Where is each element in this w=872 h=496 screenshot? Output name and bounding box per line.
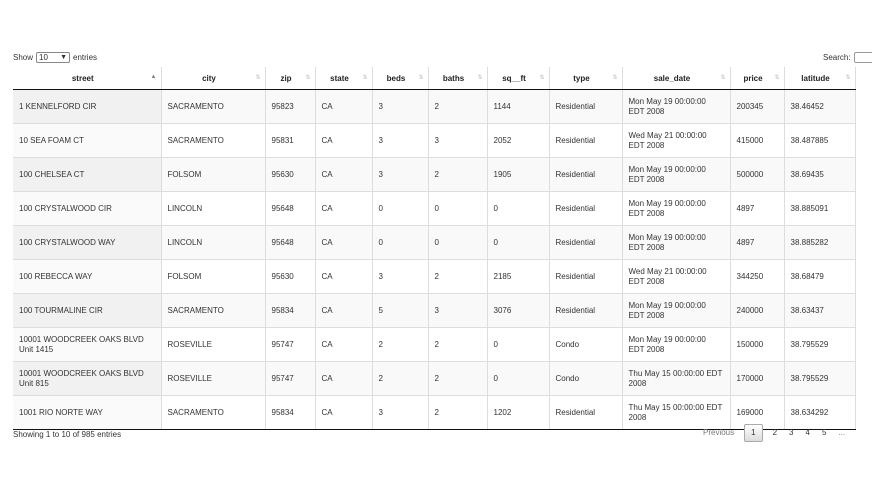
cell-sale-date: Thu May 15 00:00:00 EDT 2008	[622, 362, 730, 396]
cell-city: FOLSOM	[161, 158, 265, 192]
column-header-type[interactable]	[549, 67, 622, 90]
cell-baths: 2	[428, 362, 487, 396]
column-header-label: sq__ft	[502, 73, 526, 83]
column-header-label: state	[330, 73, 349, 83]
cell-price: 150000	[730, 328, 784, 362]
cell-zip: 95834	[265, 396, 315, 430]
cell-sale-date: Mon May 19 00:00:00 EDT 2008	[622, 226, 730, 260]
length-menu	[13, 52, 97, 63]
pagination	[697, 424, 851, 442]
cell-state: CA	[315, 260, 372, 294]
cell-zip: 95747	[265, 362, 315, 396]
cell-city: SACRAMENTO	[161, 294, 265, 328]
cell-baths: 3	[428, 124, 487, 158]
cell-sq-ft: 0	[487, 226, 549, 260]
cell-type: Residential	[549, 158, 622, 192]
column-header-label: street	[71, 73, 94, 83]
cell-sale-date: Mon May 19 00:00:00 EDT 2008	[622, 294, 730, 328]
column-header-latitude[interactable]	[784, 67, 855, 90]
cell-sale-date: Wed May 21 00:00:00 EDT 2008	[622, 124, 730, 158]
cell-type: Condo	[549, 362, 622, 396]
table-row[interactable]	[13, 260, 855, 294]
cell-price: 4897	[730, 192, 784, 226]
page-button-3[interactable]: 3	[789, 428, 794, 437]
cell-beds: 5	[372, 294, 428, 328]
sort-both-icon: ⇅	[305, 75, 311, 81]
cell-zip: 95747	[265, 328, 315, 362]
cell-street: 10001 WOODCREEK OAKS BLVD Unit 1415	[13, 328, 161, 362]
cell-type: Condo	[549, 328, 622, 362]
pagination-ellipsis: ...	[838, 428, 846, 437]
cell-beds: 3	[372, 260, 428, 294]
page-button-1[interactable]: 1	[744, 424, 762, 442]
length-suffix: entries	[73, 53, 98, 62]
cell-type: Residential	[549, 90, 622, 124]
cell-latitude: 38.69435	[784, 158, 855, 192]
search-area	[823, 52, 872, 63]
cell-baths: 3	[428, 294, 487, 328]
cell-zip: 95648	[265, 192, 315, 226]
cell-type: Residential	[549, 396, 622, 430]
table-row[interactable]	[13, 362, 855, 396]
sort-both-icon: ⇅	[255, 75, 261, 81]
cell-baths: 2	[428, 90, 487, 124]
column-header-label: latitude	[801, 73, 830, 83]
cell-baths: 0	[428, 226, 487, 260]
cell-state: CA	[315, 362, 372, 396]
table-row[interactable]	[13, 158, 855, 192]
sort-both-icon: ⇅	[477, 75, 483, 81]
cell-price: 344250	[730, 260, 784, 294]
search-input[interactable]	[854, 52, 872, 63]
cell-price: 169000	[730, 396, 784, 430]
table-row[interactable]	[13, 226, 855, 260]
column-header-sq-ft[interactable]	[487, 67, 549, 90]
cell-baths: 2	[428, 396, 487, 430]
length-prefix: Show	[13, 53, 34, 62]
cell-beds: 3	[372, 90, 428, 124]
cell-baths: 0	[428, 192, 487, 226]
cell-sale-date: Thu May 15 00:00:00 EDT 2008	[622, 396, 730, 430]
column-header-label: baths	[442, 73, 465, 83]
column-header-label: beds	[386, 73, 406, 83]
cell-street: 10 SEA FOAM CT	[13, 124, 161, 158]
cell-beds: 3	[372, 124, 428, 158]
cell-latitude: 38.634292	[784, 396, 855, 430]
cell-street: 1 KENNELFORD CIR	[13, 90, 161, 124]
cell-sq-ft: 1144	[487, 90, 549, 124]
column-header-city[interactable]	[161, 67, 265, 90]
sort-both-icon: ⇅	[418, 75, 424, 81]
cell-sq-ft: 0	[487, 328, 549, 362]
chevron-down-icon: ▼	[60, 54, 68, 61]
cell-state: CA	[315, 192, 372, 226]
cell-sq-ft: 2052	[487, 124, 549, 158]
cell-baths: 2	[428, 260, 487, 294]
cell-latitude: 38.63437	[784, 294, 855, 328]
cell-street: 100 REBECCA WAY	[13, 260, 161, 294]
cell-zip: 95834	[265, 294, 315, 328]
table-info: Showing 1 to 10 of 985 entries	[13, 430, 122, 439]
sort-both-icon: ⇅	[362, 75, 368, 81]
cell-latitude: 38.487885	[784, 124, 855, 158]
cell-zip: 95831	[265, 124, 315, 158]
cell-type: Residential	[549, 192, 622, 226]
table-body	[13, 90, 855, 430]
cell-city: ROSEVILLE	[161, 328, 265, 362]
page-list	[740, 424, 832, 442]
sort-both-icon: ⇅	[845, 75, 851, 81]
cell-street: 1001 RIO NORTE WAY	[13, 396, 161, 430]
cell-type: Residential	[549, 226, 622, 260]
cell-street: 100 TOURMALINE CIR	[13, 294, 161, 328]
sort-both-icon: ⇅	[539, 75, 545, 81]
page-button-5[interactable]: 5	[821, 428, 827, 437]
column-header-zip[interactable]	[265, 67, 315, 90]
cell-sale-date: Mon May 19 00:00:00 EDT 2008	[622, 90, 730, 124]
cell-state: CA	[315, 226, 372, 260]
cell-beds: 2	[372, 362, 428, 396]
cell-state: CA	[315, 158, 372, 192]
cell-city: SACRAMENTO	[161, 396, 265, 430]
cell-city: SACRAMENTO	[161, 90, 265, 124]
cell-sq-ft: 2185	[487, 260, 549, 294]
table-row[interactable]	[13, 192, 855, 226]
cell-state: CA	[315, 124, 372, 158]
sort-both-icon: ⇅	[612, 75, 618, 81]
column-header-beds[interactable]	[372, 67, 428, 90]
previous-button[interactable]: Previous	[703, 428, 735, 437]
entries-select[interactable]	[36, 52, 70, 63]
cell-latitude: 38.885282	[784, 226, 855, 260]
column-header-label: sale_date	[653, 73, 691, 83]
header-row	[13, 67, 855, 90]
data-table	[13, 67, 856, 430]
cell-beds: 3	[372, 158, 428, 192]
cell-price: 170000	[730, 362, 784, 396]
cell-baths: 2	[428, 158, 487, 192]
cell-sq-ft: 1905	[487, 158, 549, 192]
cell-sq-ft: 0	[487, 362, 549, 396]
table-row[interactable]	[13, 124, 855, 158]
cell-city: FOLSOM	[161, 260, 265, 294]
cell-beds: 0	[372, 192, 428, 226]
cell-price: 415000	[730, 124, 784, 158]
cell-latitude: 38.795529	[784, 362, 855, 396]
cell-latitude: 38.795529	[784, 328, 855, 362]
cell-street: 100 CHELSEA CT	[13, 158, 161, 192]
cell-latitude: 38.46452	[784, 90, 855, 124]
column-header-label: zip	[280, 73, 292, 83]
cell-price: 200345	[730, 90, 784, 124]
cell-sq-ft: 0	[487, 192, 549, 226]
cell-state: CA	[315, 294, 372, 328]
column-header-state[interactable]	[315, 67, 372, 90]
cell-zip: 95648	[265, 226, 315, 260]
cell-zip: 95630	[265, 260, 315, 294]
column-header-label: price	[743, 73, 763, 83]
cell-type: Residential	[549, 294, 622, 328]
cell-state: CA	[315, 90, 372, 124]
cell-beds: 3	[372, 396, 428, 430]
sort-both-icon: ⇅	[720, 75, 726, 81]
table-row[interactable]	[13, 294, 855, 328]
column-header-street[interactable]	[13, 67, 161, 90]
entries-select-value: 10	[39, 53, 48, 62]
cell-price: 4897	[730, 226, 784, 260]
column-header-label: city	[202, 73, 216, 83]
table-row[interactable]	[13, 328, 855, 362]
column-header-label: type	[573, 73, 590, 83]
cell-zip: 95630	[265, 158, 315, 192]
cell-street: 100 CRYSTALWOOD CIR	[13, 192, 161, 226]
cell-beds: 2	[372, 328, 428, 362]
sort-asc-icon: ▲	[150, 74, 157, 80]
column-header-baths[interactable]	[428, 67, 487, 90]
cell-city: LINCOLN	[161, 226, 265, 260]
cell-city: SACRAMENTO	[161, 124, 265, 158]
cell-street: 100 CRYSTALWOOD WAY	[13, 226, 161, 260]
cell-type: Residential	[549, 124, 622, 158]
cell-street: 10001 WOODCREEK OAKS BLVD Unit 815	[13, 362, 161, 396]
sort-both-icon: ⇅	[774, 75, 780, 81]
cell-latitude: 38.68479	[784, 260, 855, 294]
cell-city: LINCOLN	[161, 192, 265, 226]
cell-sq-ft: 1202	[487, 396, 549, 430]
cell-state: CA	[315, 328, 372, 362]
cell-sale-date: Mon May 19 00:00:00 EDT 2008	[622, 328, 730, 362]
cell-state: CA	[315, 396, 372, 430]
page-button-2[interactable]: 2	[772, 428, 778, 437]
cell-sale-date: Wed May 21 00:00:00 EDT 2008	[622, 260, 730, 294]
cell-price: 500000	[730, 158, 784, 192]
table-row[interactable]	[13, 90, 855, 124]
column-header-price[interactable]	[730, 67, 784, 90]
cell-beds: 0	[372, 226, 428, 260]
page-button-4[interactable]: 4	[805, 428, 810, 437]
cell-baths: 2	[428, 328, 487, 362]
cell-latitude: 38.885091	[784, 192, 855, 226]
table-controls	[13, 52, 872, 66]
cell-price: 240000	[730, 294, 784, 328]
cell-sale-date: Mon May 19 00:00:00 EDT 2008	[622, 192, 730, 226]
cell-sale-date: Mon May 19 00:00:00 EDT 2008	[622, 158, 730, 192]
cell-type: Residential	[549, 260, 622, 294]
cell-city: ROSEVILLE	[161, 362, 265, 396]
cell-sq-ft: 3076	[487, 294, 549, 328]
column-header-sale-date[interactable]	[622, 67, 730, 90]
search-label: Search:	[823, 53, 851, 62]
cell-zip: 95823	[265, 90, 315, 124]
